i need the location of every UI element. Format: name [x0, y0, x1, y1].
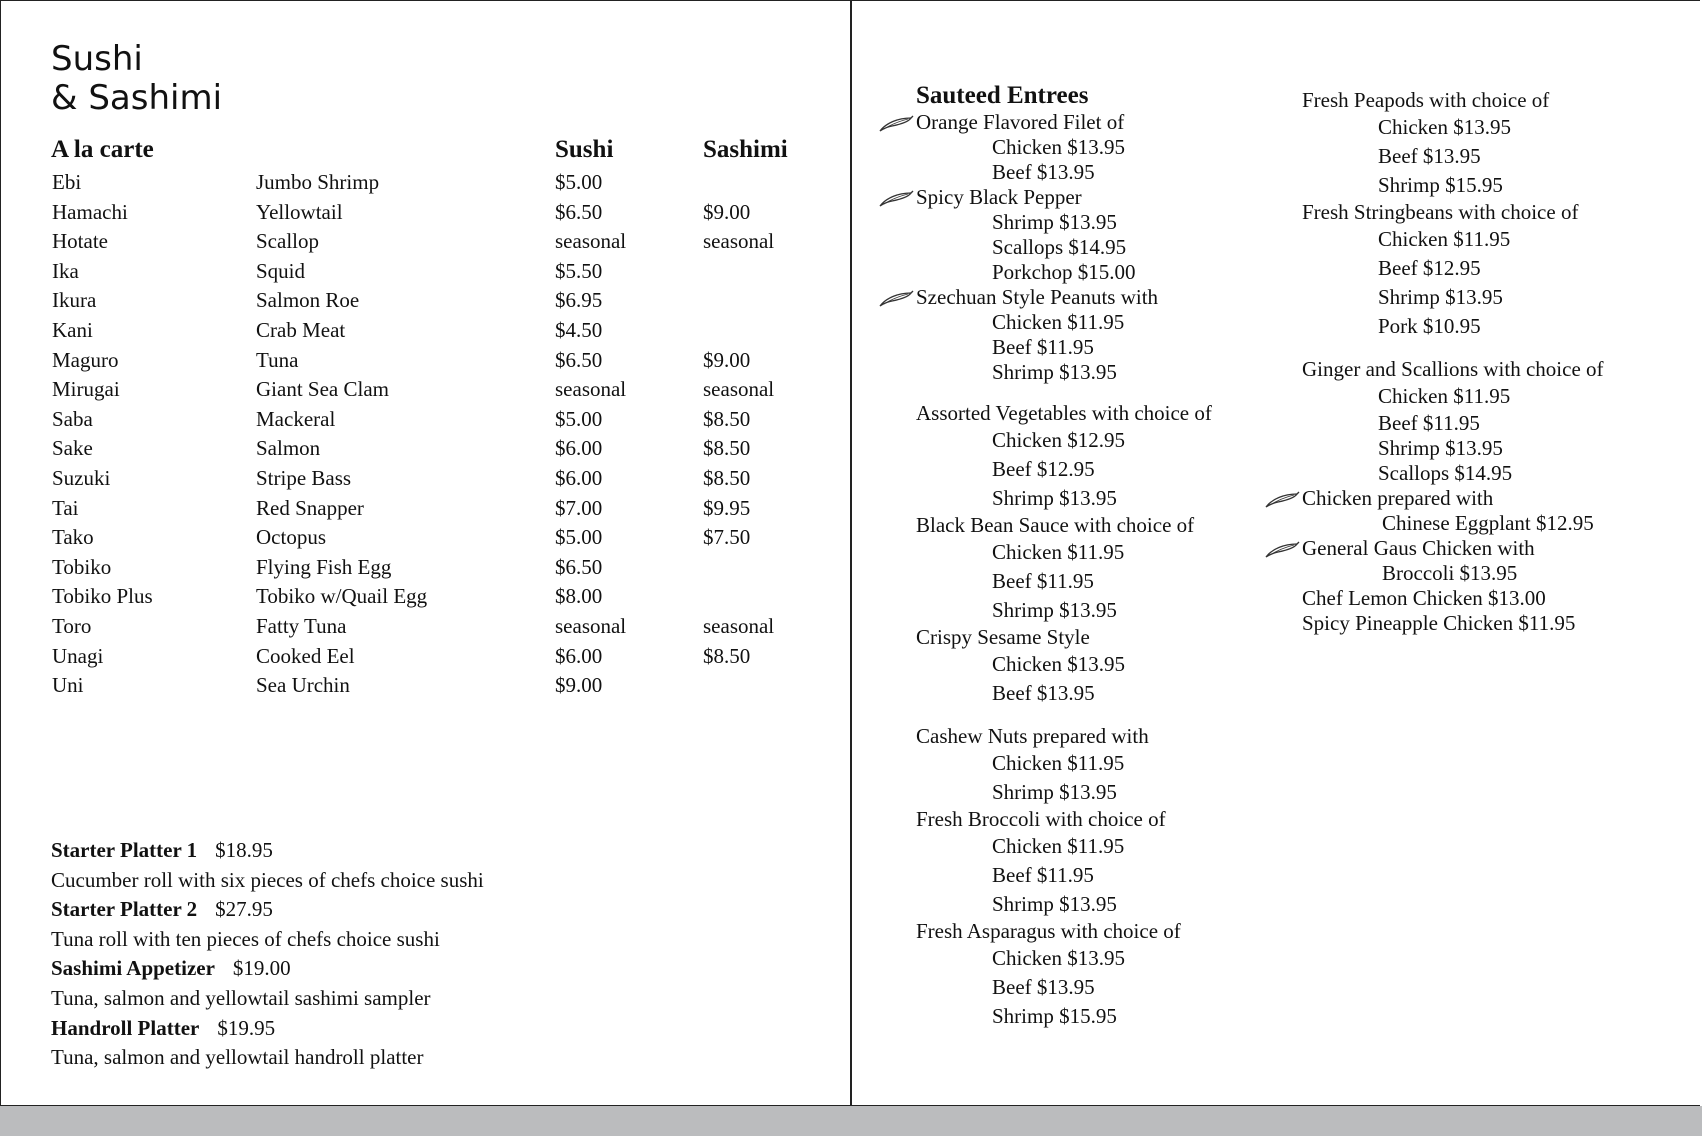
item-sushi: $6.50 [555, 554, 603, 579]
menu-row [0, 671, 850, 701]
dish-option: Chicken $12.95 [992, 428, 1125, 452]
dish-option: Chicken $11.95 [992, 310, 1125, 334]
alacarte-heading: A la carte [51, 136, 154, 163]
page-title-line: & Sashimi [51, 78, 223, 118]
item-sushi: $6.50 [555, 347, 603, 372]
item-sushi: $7.00 [555, 495, 603, 520]
entree-stringbeans [1302, 200, 1604, 341]
item-en: Tuna [256, 347, 299, 372]
dish-option: Chicken $13.95 [992, 946, 1125, 970]
item-en: Red Snapper [256, 495, 364, 520]
entree-ginger [1302, 357, 1604, 486]
dish-option: Scallops $14.95 [992, 235, 1127, 259]
item-sushi: seasonal [555, 377, 627, 402]
item-en: Crab Meat [256, 317, 346, 342]
menu-row [0, 642, 850, 672]
item-sashimi: $9.95 [703, 495, 751, 520]
pepper-icon [878, 114, 914, 132]
item-sushi: $6.00 [555, 465, 603, 490]
entree-cashew [916, 724, 1212, 807]
dish-option: Beef $11.95 [1378, 411, 1480, 435]
menu-row [0, 405, 850, 435]
dish-option: Beef $13.95 [992, 975, 1095, 999]
dish-option: Chicken $13.95 [992, 135, 1125, 159]
item-jp: Suzuki [52, 465, 111, 490]
sushi-column-header: Sushi [555, 136, 614, 163]
pepper-icon [1264, 490, 1300, 508]
item-en: Salmon Roe [256, 288, 360, 313]
alacarte-table [0, 168, 850, 701]
platter-name: Starter Platter 1 [51, 838, 198, 862]
item-jp: Tobiko Plus [52, 584, 153, 609]
platter-description: Tuna, salmon and yellowtail handroll platter [51, 1045, 424, 1070]
dish-option: Beef $13.95 [1378, 144, 1481, 168]
dish-option: Beef $13.95 [992, 160, 1095, 184]
menu-row [0, 375, 850, 405]
bottom-band [0, 1106, 1702, 1136]
dish-name: Spicy Black Pepper [916, 185, 1082, 209]
entree-eggplant [1302, 486, 1604, 536]
dish-name: Fresh Stringbeans with choice of [1302, 200, 1579, 224]
dish-option: Porkchop $15.00 [992, 260, 1136, 284]
entree-vegetables [916, 401, 1212, 513]
menu-row [0, 582, 850, 612]
dish-option: Shrimp $13.95 [992, 892, 1117, 916]
dish-option: Pork $10.95 [1378, 314, 1481, 338]
item-sushi: $9.00 [555, 673, 603, 698]
item-sushi: $4.50 [555, 317, 603, 342]
item-sashimi: seasonal [703, 377, 775, 402]
entree-broccoli [916, 807, 1212, 919]
item-sashimi: $9.00 [703, 199, 751, 224]
dish-name: Assorted Vegetables with choice of [916, 401, 1212, 425]
entrees-column-right [1302, 88, 1604, 636]
entree-asparagus [916, 919, 1212, 1031]
platter-heading [51, 895, 484, 925]
platter-name: Starter Platter 2 [51, 897, 198, 922]
item-jp: Uni [52, 673, 84, 698]
dish-option: Beef $11.95 [992, 569, 1094, 593]
dish-option: Shrimp $13.95 [992, 598, 1117, 622]
dish-name: Cashew Nuts prepared with [916, 724, 1149, 748]
dish-option: Chicken $11.95 [1378, 227, 1511, 251]
menu-row [0, 198, 850, 228]
item-jp: Ebi [52, 170, 82, 194]
item-en: Mackeral [256, 406, 336, 431]
item-jp: Hotate [52, 229, 108, 254]
dish-name: General Gaus Chicken with [1302, 536, 1535, 560]
item-sashimi: seasonal [703, 613, 775, 638]
dish-option: Beef $13.95 [992, 681, 1095, 705]
item-en: Giant Sea Clam [256, 377, 389, 402]
menu-row [0, 168, 850, 198]
platter-price: $19.00 [232, 956, 291, 981]
item-sushi: $6.00 [555, 436, 603, 461]
dish-option: Chinese Eggplant $12.95 [1382, 511, 1594, 535]
dish-option: Broccoli $13.95 [1382, 561, 1518, 585]
item-en: Flying Fish Egg [256, 554, 392, 579]
platter-heading [51, 1014, 484, 1044]
pepper-icon [878, 289, 914, 307]
item-jp: Tai [52, 495, 79, 520]
platter-heading [51, 954, 484, 984]
entree-sesame [916, 625, 1212, 708]
dish-option: Shrimp $13.95 [992, 486, 1117, 510]
dish-option: Beef $12.95 [992, 457, 1095, 481]
dish-option: Shrimp $13.95 [1378, 285, 1503, 309]
menu-row [0, 286, 850, 316]
dish-option: Chicken $11.95 [992, 540, 1125, 564]
item-en: Squid [256, 258, 306, 283]
entree-peapods [1302, 88, 1604, 200]
item-en: Yellowtail [256, 199, 343, 224]
menu-row [0, 464, 850, 494]
item-jp: Toro [52, 613, 92, 638]
item-en: Salmon [256, 436, 321, 461]
item-en: Stripe Bass [256, 465, 352, 490]
item-sashimi: $8.50 [703, 643, 751, 668]
entree-szechuan [916, 285, 1212, 385]
dish-name: Orange Flavored Filet of [916, 110, 1125, 134]
item-sashimi: $8.50 [703, 465, 751, 490]
menu-row [0, 612, 850, 642]
item-jp: Unagi [52, 643, 104, 668]
item-sushi: $6.50 [555, 199, 603, 224]
item-jp: Hamachi [52, 199, 128, 224]
dish-option: Chicken $13.95 [1378, 115, 1511, 139]
platter-price: $27.95 [215, 897, 273, 922]
dish-option: Beef $11.95 [992, 335, 1094, 359]
dish-option: Chicken $13.95 [992, 652, 1125, 676]
dish-name: Black Bean Sauce with choice of [916, 513, 1195, 537]
item-jp: Ikura [52, 288, 97, 313]
dish-option: Chicken $11.95 [992, 834, 1125, 858]
dish-option: Beef $12.95 [1378, 256, 1481, 280]
entrees-heading: Sauteed Entrees [916, 82, 1089, 109]
dish-name: Fresh Asparagus with choice of [916, 919, 1181, 943]
entrees-column-left [916, 82, 1212, 1031]
platter-description: Tuna roll with ten pieces of chefs choice sushi [51, 926, 440, 951]
dish-name: Chicken prepared with [1302, 486, 1494, 510]
dish-option: Beef $11.95 [992, 863, 1094, 887]
item-sashimi: $7.50 [703, 525, 751, 550]
entree-black-bean [916, 513, 1212, 625]
item-sashimi: $9.00 [703, 347, 751, 372]
entree-gaus [1302, 536, 1604, 586]
item-en: Octopus [256, 525, 326, 550]
platter-heading [51, 836, 484, 866]
platter-description: Tuna, salmon and yellowtail sashimi sampler [51, 985, 431, 1010]
item-sushi: $6.95 [555, 288, 603, 313]
item-sushi: seasonal [555, 613, 627, 638]
item-sushi: $8.00 [555, 584, 603, 609]
platter-price: $18.95 [215, 838, 273, 862]
entree-lemon: Chef Lemon Chicken $13.00 [1302, 586, 1546, 610]
item-jp: Sake [52, 436, 93, 461]
item-jp: Tobiko [52, 554, 112, 579]
dish-option: Shrimp $15.95 [992, 1004, 1117, 1028]
item-en: Scallop [256, 229, 319, 254]
dish-option: Chicken $11.95 [1378, 384, 1511, 408]
item-en: Sea Urchin [256, 673, 350, 698]
dish-option: Shrimp $13.95 [1378, 436, 1503, 460]
item-sushi: $6.00 [555, 643, 603, 668]
platter-name: Handroll Platter [51, 1015, 200, 1040]
dish-option: Shrimp $13.95 [992, 780, 1117, 804]
dish-name: Crispy Sesame Style [916, 625, 1090, 649]
menu-row [0, 494, 850, 524]
menu-row [0, 227, 850, 257]
entree-pineapple: Spicy Pineapple Chicken $11.95 [1302, 611, 1576, 635]
menu-row [0, 523, 850, 553]
item-jp: Tako [52, 525, 94, 550]
dish-option: Shrimp $13.95 [992, 360, 1117, 384]
item-en: Tobiko w/Quail Egg [256, 584, 428, 609]
item-jp: Maguro [52, 347, 119, 372]
item-en: Cooked Eel [256, 643, 355, 668]
item-sushi: seasonal [555, 229, 627, 254]
item-sashimi: $8.50 [703, 436, 751, 461]
item-en: Jumbo Shrimp [256, 170, 380, 194]
menu-row [0, 257, 850, 287]
dish-option: Chicken $11.95 [992, 751, 1125, 775]
entree-orange [916, 110, 1212, 185]
page-divider [850, 0, 852, 1106]
dish-option: Shrimp $13.95 [992, 210, 1117, 234]
pepper-icon [878, 189, 914, 207]
menu-row [0, 316, 850, 346]
item-sushi: $5.00 [555, 170, 603, 194]
item-sashimi: $8.50 [703, 406, 751, 431]
pepper-icon [1264, 540, 1300, 558]
page-title [51, 40, 222, 118]
platters-list [51, 836, 484, 1073]
menu-row [0, 434, 850, 464]
platter-name: Sashimi Appetizer [51, 956, 215, 981]
item-jp: Kani [52, 317, 93, 342]
dish-name: Ginger and Scallions with choice of [1302, 357, 1604, 381]
item-sushi: $5.50 [555, 258, 603, 283]
item-jp: Mirugai [52, 377, 120, 402]
dish-name: Fresh Peapods with choice of [1302, 88, 1550, 112]
page-title-line: Sushi [51, 39, 143, 79]
menu-row [0, 553, 850, 583]
item-jp: Saba [52, 406, 93, 431]
platter-price: $19.95 [217, 1015, 276, 1040]
platter-description: Cucumber roll with six pieces of chefs choice sushi [51, 867, 484, 892]
dish-name: Szechuan Style Peanuts with [916, 285, 1159, 309]
dish-option: Shrimp $15.95 [1378, 173, 1503, 197]
entree-black-pepper [916, 185, 1212, 285]
item-sushi: $5.00 [555, 525, 603, 550]
dish-name: Fresh Broccoli with choice of [916, 807, 1166, 831]
dish-option: Scallops $14.95 [1378, 461, 1513, 485]
sashimi-column-header: Sashimi [703, 136, 788, 163]
item-sashimi: seasonal [703, 229, 775, 254]
item-en: Fatty Tuna [256, 613, 347, 638]
item-jp: Ika [52, 258, 79, 283]
menu-row [0, 346, 850, 376]
item-sushi: $5.00 [555, 406, 603, 431]
